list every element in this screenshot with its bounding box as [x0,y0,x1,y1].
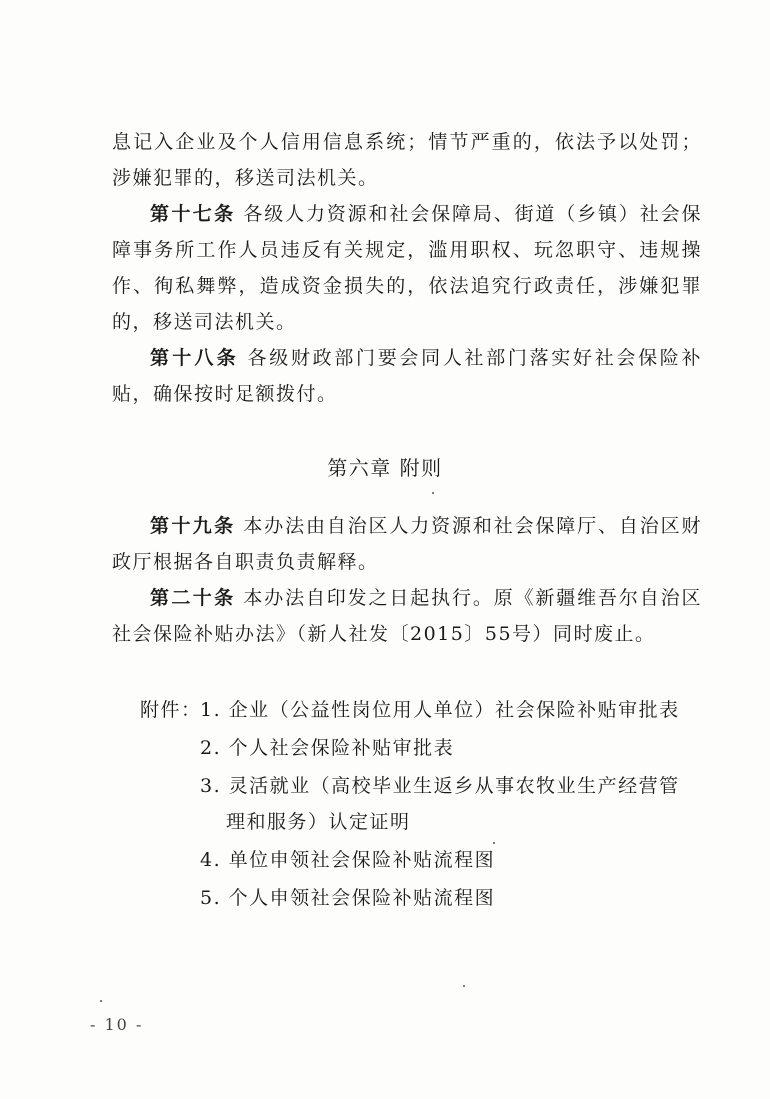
attachment-item-2: 2. 个人社会保险补贴审批表 [200,737,455,759]
attachment-item-3-line-2: 理和服务）认定证明 [226,811,411,833]
attachments-label: 附件： [140,699,202,721]
scan-speck [432,492,434,494]
paragraph-continuation [112,124,702,196]
article-18-title: 第十八条 [150,347,239,369]
article-20 [112,580,702,652]
article-19-title: 第十九条 [150,515,236,537]
article-20-body: 本办法自印发之日起执行。原《新疆维吾尔自治区社会保险补贴办法》（新人社发〔2015〕55号）同时废止。 [112,587,702,645]
page-number: - 10 - [90,1015,144,1034]
chapter-title: 第六章 附则 [327,456,443,480]
article-17-body: 各级人力资源和社会保障局、街道（乡镇）社会保障事务所工作人员违反有关规定，滥用职权、玩忽职守、违规操作、徇私舞弊，造成资金损失的，依法追究行政责任，涉嫌犯罪的，移送司法机关。 [112,203,702,333]
article-18-body: 各级财政部门要会同人社部门落实好社会保险补贴，确保按时足额拨付。 [112,347,702,405]
paragraph-text: 息记入企业及个人信用信息系统；情节严重的，依法予以处罚；涉嫌犯罪的，移送司法机关。 [112,131,702,189]
attachment-item-3 [200,768,700,840]
attachment-item-5: 5. 个人申领社会保险补贴流程图 [200,887,496,909]
article-18 [112,340,702,412]
attachment-item-3-line-1: 3. 灵活就业（高校毕业生返乡从事农牧业生产经营管 [200,775,680,797]
scan-speck [100,1000,102,1002]
article-19-body: 本办法由自治区人力资源和社会保障厅、自治区财政厅根据各自职责负责解释。 [112,515,702,573]
article-17-title: 第十七条 [150,203,236,225]
article-19 [112,508,702,580]
scan-speck [463,985,465,987]
article-17 [112,196,702,340]
attachment-item-4: 4. 单位申领社会保险补贴流程图 [200,849,496,871]
scan-speck [493,842,495,844]
article-20-title: 第二十条 [150,587,236,609]
attachment-item-1: 1. 企业（公益性岗位用人单位）社会保险补贴审批表 [200,699,680,721]
